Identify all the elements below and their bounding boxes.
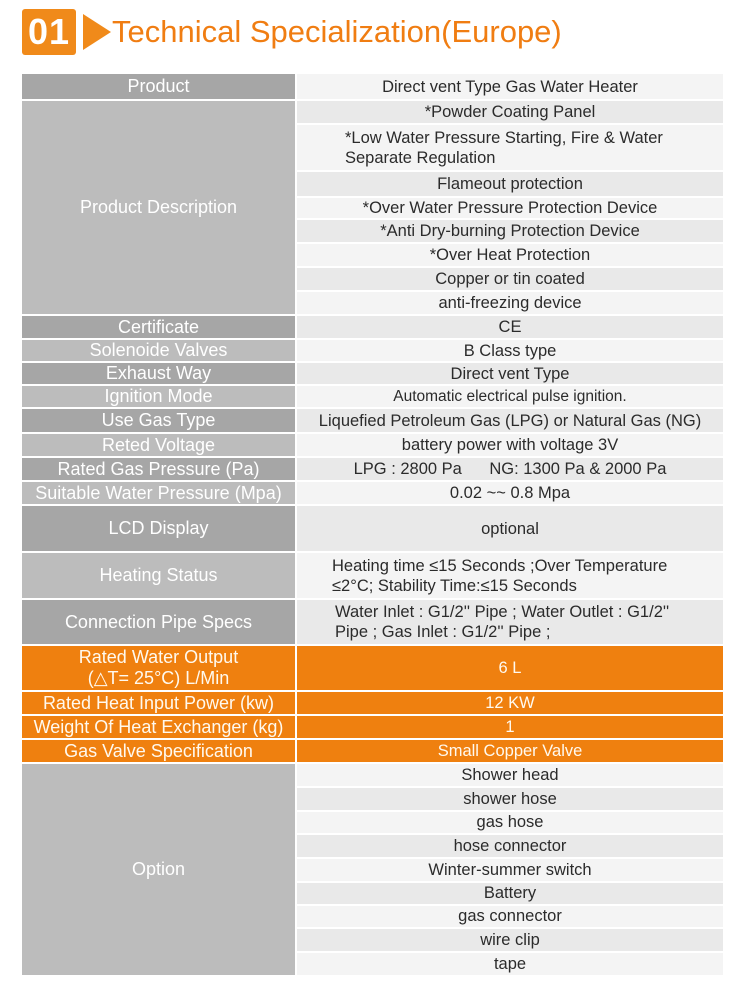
description-item: *Over Water Pressure Protection Device <box>297 198 723 218</box>
spec-row-lcd-display <box>22 506 723 551</box>
description-item: Copper or tin coated <box>297 268 723 290</box>
option-item: hose connector <box>297 835 723 857</box>
spec-value: Small Copper Valve <box>297 740 723 762</box>
spec-row-exhaust-way <box>22 363 723 384</box>
option-item: wire clip <box>297 929 723 951</box>
spec-row-heating-status <box>22 553 723 598</box>
spec-value: Direct vent Type Gas Water Heater <box>297 74 723 99</box>
spec-value: battery power with voltage 3V <box>297 434 723 456</box>
label-line: Rated Water Output <box>78 647 239 667</box>
spec-row-solenoide-valves <box>22 340 723 361</box>
spec-row-rated-heat-input <box>22 692 723 714</box>
spec-value: B Class type <box>297 340 723 361</box>
spec-label: Exhaust Way <box>22 363 295 384</box>
spec-row-rated-voltage <box>22 434 723 456</box>
spec-row-connection-pipe-specs <box>22 600 723 644</box>
spec-label: Use Gas Type <box>22 409 295 432</box>
description-item: *Low Water Pressure Starting, Fire & Water Separate Regulation <box>297 125 723 170</box>
spec-value: Liquefied Petroleum Gas (LPG) or Natural Gas (NG) <box>297 409 723 432</box>
label-line: (△T= 25°C) L/Min <box>87 668 230 688</box>
spec-value: Heating time ≤15 Seconds ;Over Temperature ≤2°C; Stability Time:≤15 Seconds <box>297 553 723 598</box>
spec-label: LCD Display <box>22 506 295 551</box>
description-item: anti-freezing device <box>297 292 723 314</box>
spec-value: 12 KW <box>297 692 723 714</box>
spec-label <box>22 646 295 690</box>
option-item: Shower head <box>297 764 723 786</box>
spec-row-certificate <box>22 316 723 338</box>
spec-value: CE <box>297 316 723 338</box>
spec-label: Connection Pipe Specs <box>22 600 295 644</box>
spec-row-product <box>22 74 723 99</box>
spec-value: LPG : 2800 Pa NG: 1300 Pa & 2000 Pa <box>297 458 723 480</box>
spec-row-rated-gas-pressure <box>22 458 723 480</box>
description-item: *Over Heat Protection <box>297 244 723 266</box>
spec-label: Rated Heat Input Power (kw) <box>22 692 295 714</box>
page-title: Technical Specialization(Europe) <box>112 14 562 49</box>
spec-row-suitable-water-pressure <box>22 482 723 504</box>
option-item: gas hose <box>297 812 723 833</box>
spec-label: Gas Valve Specification <box>22 740 295 762</box>
spec-value: 0.02 ~~ 0.8 Mpa <box>297 482 723 504</box>
spec-row-use-gas-type <box>22 409 723 432</box>
spec-row-heat-exchanger-weight <box>22 716 723 738</box>
spec-value: 1 <box>297 716 723 738</box>
spec-value: Direct vent Type <box>297 363 723 384</box>
spec-label: Certificate <box>22 316 295 338</box>
spec-value: 6 L <box>297 646 723 690</box>
option-item: Battery <box>297 883 723 904</box>
spec-label-option: Option <box>22 764 295 975</box>
option-item: Winter-summer switch <box>297 859 723 881</box>
spec-label: Reted Voltage <box>22 434 295 456</box>
spec-value: Automatic electrical pulse ignition. <box>297 386 723 407</box>
spec-label: Ignition Mode <box>22 386 295 407</box>
spec-label: Product <box>22 74 295 99</box>
option-item: tape <box>297 953 723 975</box>
spec-row-ignition-mode <box>22 386 723 407</box>
spec-label-product-description: Product Description <box>22 101 295 314</box>
option-item: shower hose <box>297 788 723 810</box>
description-item: *Powder Coating Panel <box>297 101 723 123</box>
spec-label: Rated Gas Pressure (Pa) <box>22 458 295 480</box>
spec-value: optional <box>297 506 723 551</box>
spec-label: Suitable Water Pressure (Mpa) <box>22 482 295 504</box>
description-item: *Anti Dry-burning Protection Device <box>297 220 723 242</box>
description-item: Flameout protection <box>297 172 723 196</box>
option-item: gas connector <box>297 906 723 927</box>
spec-label: Heating Status <box>22 553 295 598</box>
spec-label: Weight Of Heat Exchanger (kg) <box>22 716 295 738</box>
spec-value: Water Inlet : G1/2'' Pipe ; Water Outlet : G1/2'' Pipe ; Gas Inlet : G1/2'' Pipe ; <box>297 600 723 644</box>
spec-label: Solenoide Valves <box>22 340 295 361</box>
arrow-icon <box>83 14 111 50</box>
spec-row-rated-water-output <box>22 646 723 690</box>
section-number-badge: 01 <box>22 9 76 55</box>
spec-row-gas-valve <box>22 740 723 762</box>
